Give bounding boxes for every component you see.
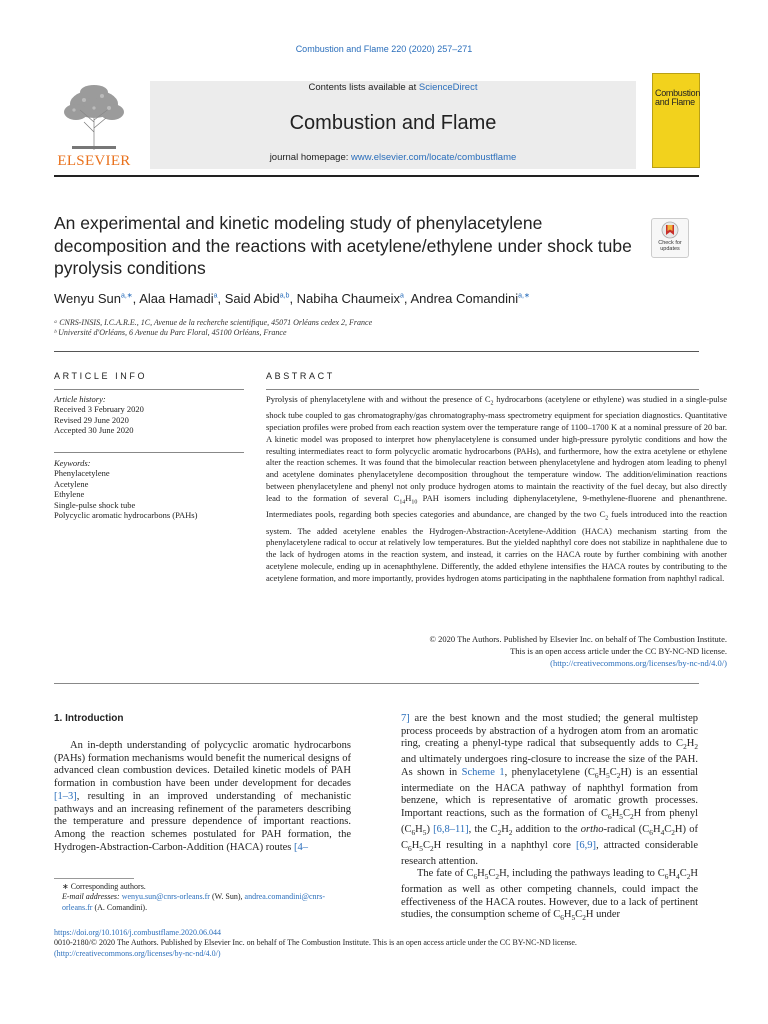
paragraph: 7] are the best known and the most studied; the general multistep process proceeds by abstraction of a hydrogen atom from an aromatic ring, creating a phenyl-type radical that subsequently adds to $C_2H_2$ and ultimately undergoes ring-closure to increase the size of the PAH. As shown in Scheme 1, phenylacetylene $(C_6H_5C_2H)$ is an essential intermediate on the HACA pathway of naphthyl formation from benzene, which is representative of aromatic growth processes. Important reactions, such as the formation of $C_6H_5C_2H$ from phenyl $(C_6H_5)$ [6,8–11], the $C_2H_2$ addition to the ortho-radical $(C_6H_4C_2H)$ of $C_6H_5C_2H$ resulting in a naphthyl core [6,9], attracted considerable research attention. bbox=[401, 713, 698, 867]
header-divider bbox=[54, 175, 699, 177]
revised-date: Revised 29 June 2020 bbox=[54, 414, 129, 425]
article-history bbox=[54, 394, 249, 436]
check-for-updates-button[interactable] bbox=[651, 218, 689, 258]
license-link[interactable]: (http://creativecommons.org/licenses/by-nc-nd/4.0/) bbox=[54, 948, 221, 958]
keyword: Acetylene bbox=[54, 478, 89, 489]
keyword: Ethylene bbox=[54, 489, 85, 500]
cover-title: Combustion and Flame bbox=[655, 88, 701, 107]
author-affiliation-marker[interactable]: a,∗ bbox=[518, 292, 530, 300]
contents-line bbox=[150, 82, 636, 93]
corresponding-note: ∗ Corresponding authors. bbox=[62, 882, 146, 891]
citation-link[interactable]: [6,8–11] bbox=[433, 823, 469, 835]
journal-name: Combustion and Flame bbox=[289, 112, 497, 134]
article-info-heading: ARTICLE INFO bbox=[54, 371, 148, 381]
keywords-label: Keywords: bbox=[54, 458, 91, 468]
citation-link[interactable]: [1–3] bbox=[54, 790, 77, 802]
body-column-right bbox=[401, 713, 698, 925]
abstract-heading: ABSTRACT bbox=[266, 371, 335, 381]
scheme-link[interactable]: Scheme 1 bbox=[461, 766, 505, 778]
homepage-prefix: journal homepage: bbox=[269, 152, 352, 163]
keyword: Phenylacetylene bbox=[54, 468, 110, 479]
received-date: Received 3 February 2020 bbox=[54, 404, 144, 415]
sciencedirect-link[interactable]: ScienceDirect bbox=[418, 82, 478, 93]
article-info-divider bbox=[54, 389, 244, 390]
copyright-line: © 2020 The Authors. Published by Elsevier Inc. on behalf of The Combustion Institute. bbox=[429, 634, 727, 644]
doi-link[interactable]: https://doi.org/10.1016/j.combustflame.2020.06.044 bbox=[54, 928, 221, 937]
citation-link[interactable]: [6,9] bbox=[575, 839, 597, 851]
introduction-heading: 1. Introduction bbox=[54, 713, 124, 724]
copyright-notice bbox=[266, 634, 727, 669]
affiliation-a: ᵃ CNRS-INSIS, I.C.A.R.E., 1C, Avenue de la recherche scientifique, 45071 Orléans cedex 2, France bbox=[54, 318, 373, 327]
author-affiliation-marker[interactable]: a bbox=[213, 292, 218, 300]
abstract-divider bbox=[266, 389, 699, 390]
author-affiliation-marker[interactable]: a bbox=[400, 292, 404, 300]
email-link[interactable]: wenyu.sun@cnrs-orleans.fr bbox=[121, 892, 210, 902]
accepted-date: Accepted 30 June 2020 bbox=[54, 425, 134, 436]
keyword: Single-pulse shock tube bbox=[54, 499, 136, 510]
bookmark-icon bbox=[652, 219, 688, 241]
license-line: This is an open access article under the CC BY-NC-ND license. bbox=[510, 645, 727, 656]
author-name[interactable]: Wenyu Sun bbox=[54, 291, 121, 306]
affiliation-divider bbox=[54, 351, 699, 352]
check-for-updates-label: Check for updates bbox=[658, 240, 682, 252]
history-label: Article history: bbox=[54, 394, 106, 404]
paragraph: An in-depth understanding of polycyclic aromatic hydrocarbons (PAHs) formation mechanisms would benefit the numerical designs of advanced clean combustion devices. Detailed kinetic models of PAH formation in combustion have been under development for decades [1–3], resulting in an improved understanding of mechanistic pathways and an increasing refinement of the parameters describing the temperature and pressure dependence of important reactions. Among the reaction schemes postulated for PAH formation, the Hydrogen-Abstraction-Carbon-Addition (HACA) routes [4– bbox=[54, 740, 351, 853]
keywords-block bbox=[54, 458, 249, 520]
footnote-divider bbox=[54, 878, 134, 879]
keywords-divider bbox=[54, 452, 244, 453]
affiliation-b: ᵇ Université d'Orléans, 6 Avenue du Parc Floral, 45100 Orléans, France bbox=[54, 328, 287, 337]
author-name[interactable]: Nabiha Chaumeix bbox=[296, 291, 401, 306]
author-name[interactable]: Alaa Hamadi bbox=[139, 291, 214, 306]
contents-prefix: Contents lists available at bbox=[308, 82, 419, 93]
abstract-bottom-divider bbox=[54, 683, 699, 684]
license-link[interactable]: (http://creativecommons.org/licenses/by-nc-nd/4.0/) bbox=[550, 657, 727, 668]
author-name[interactable]: Andrea Comandini bbox=[410, 291, 519, 306]
email-link[interactable]: andrea.comandini@cnrs-orleans.fr bbox=[62, 892, 325, 912]
keyword: Polycyclic aromatic hydrocarbons (PAHs) bbox=[54, 510, 198, 521]
homepage-line bbox=[150, 152, 636, 163]
homepage-link[interactable]: www.elsevier.com/locate/combustflame bbox=[351, 152, 517, 163]
journal-citation[interactable]: Combustion and Flame 220 (2020) 257–271 bbox=[295, 44, 473, 54]
paragraph: The fate of $C_6H_5C_2H$, including the pathways leading to $C_6H_4C_2H$ formation as well as other competing channels, could impact the effectiveness of the HACA routes. However, due to a lack of pertinent studies, the consumption scheme of $C_6H_5C_2H$ under bbox=[401, 868, 698, 923]
author-affiliation-marker[interactable]: a,∗ bbox=[120, 292, 133, 300]
tree-icon bbox=[54, 82, 134, 152]
citation-link[interactable]: [4– bbox=[294, 841, 308, 853]
footnotes bbox=[54, 882, 354, 913]
citation-link[interactable]: 7] bbox=[401, 713, 410, 724]
author-list: Wenyu Sun$^{a,∗}$, Alaa Hamadi$^a$, Said Abid$^{a,b}$, Nabiha Chaumeix$^a$, Andrea Comandini$^{a,∗}$ bbox=[54, 291, 530, 306]
abstract-text: Pyrolysis of phenylacetylene with and without the presence of $C_2$ hydrocarbons (acetylene or ethylene) was studied in a single-pulse shock tube coupled to gas chromatography/gas chromatography-mass spectrometry equipment for speciation diagnostics. Quantitative speciation profiles were probed from each reaction system over the temperature range of 1100–1700 K at a nominal pressure of 20 bar. A kinetic model was proposed to interpret how phenylacetylene is consumed under high-pressure pyrolytic conditions and how the resulting intermediates react to form polycyclic aromatic hydrocarbons (PAHs), and furthermore, how the extra acetylene or ethylene alter the reaction schemes. It was found that the bimolecular reaction between phenylacetylene and hydrogen atom leading to phenyl and acetylene dominates phenylacetylene decomposition throughout the temperature window. The addition/elimination reactions between phenylacetylene and phenyl not only produce hydrogen atoms to maintain the reactivity of the fuel decay, but also directly lead to the formation of several $C_{14}H_{10}$ PAH isomers including diphenylacetylene, 9-methylene-fluorene and phenanthrene. Intermediates pools, regarding both species categories and abundance, are changed by the two $C_2$ fuels introduced into the reaction system. The added acetylene enables the Hydrogen-Abstraction-Acetylene-Addition (HACA) mechanism starting from the phenylacetylene radical to occur at relatively low temperatures. But the yielded naphthyl core does not stabilize in naphthalene due to the lack of hydrogen atoms in the reaction system, and instead, it carries on the HACA route by further combining with another acetylene molecule, ending up in acenaphthylene. Differently, the added ethylene intensifies the HACA routes by contributing to the acetylene formation, and more importantly, provides hydrogen atoms participating in the naphthalene formation from naphthyl radical. bbox=[266, 394, 728, 583]
article-title: An experimental and kinetic modeling study of phenylacetylene decomposition and the reactions with acetylene/ethylene under shock tube pyrolysis conditions bbox=[54, 213, 632, 278]
issn-line: 0010-2180/© 2020 The Authors. Published by Elsevier Inc. on behalf of The Combustion Institute. This is an open access article under the CC BY-NC-ND license. bbox=[54, 938, 577, 948]
body-column-left bbox=[54, 740, 351, 854]
author-affiliation-marker[interactable]: a,b bbox=[279, 292, 290, 300]
elsevier-wordmark: ELSEVIER bbox=[57, 153, 131, 169]
email-note: E-mail addresses: wenyu.sun@cnrs-orleans.fr (W. Sun), andrea.comandini@cnrs-orleans.fr (A. Comandini). bbox=[62, 892, 325, 912]
author-name[interactable]: Said Abid bbox=[224, 291, 280, 306]
doi-block bbox=[54, 928, 734, 959]
